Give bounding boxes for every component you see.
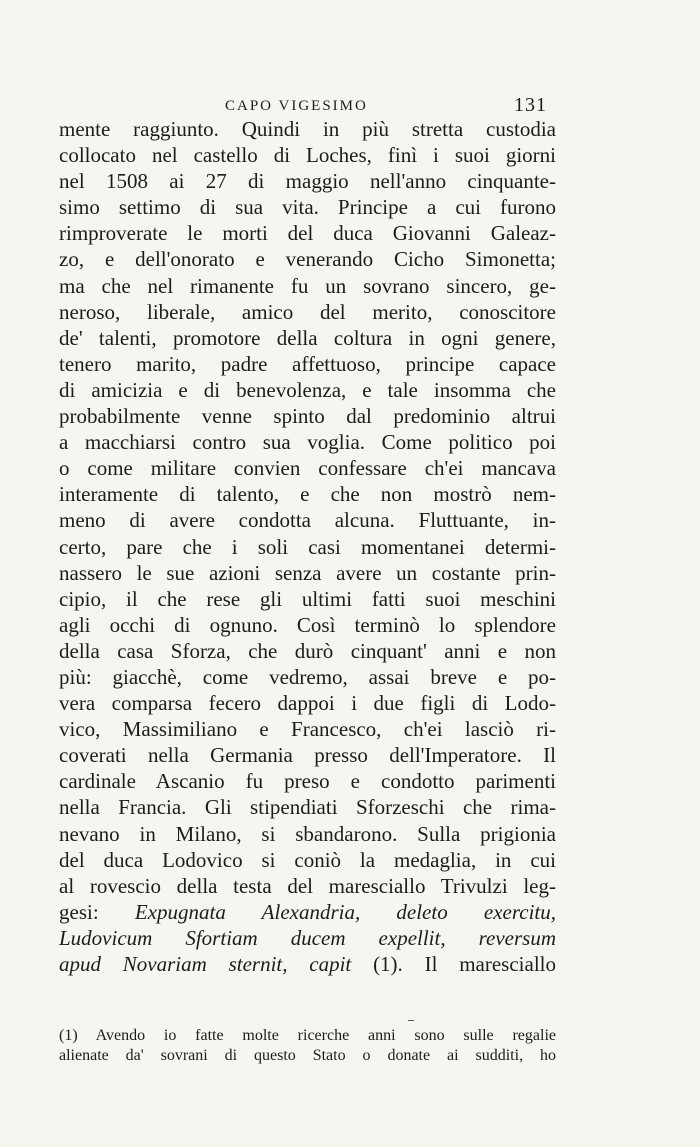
text-line: cardinale Ascanio fu preso e condotto parimenti: [59, 769, 556, 794]
text-line: ma che nel rimanente fu un sovrano sincero, ge-: [59, 273, 556, 298]
text-line: interamente di talento, e che non mostrò nem-: [59, 482, 556, 507]
text-line: coverati nella Germania presso dell'Imperatore. Il: [59, 743, 556, 768]
body-text: [59, 116, 556, 977]
text-line: [59, 951, 556, 977]
text-line: nel 1508 ai 27 di maggio nell'anno cinquante-: [59, 169, 556, 194]
text-line: nella Francia. Gli stipendiati Sforzeschi che rima-: [59, 795, 556, 820]
text-line: probabilmente venne spinto dal predominio altrui: [59, 404, 556, 429]
text-line: rimproverate le morti del duca Giovanni Galeaz-: [59, 221, 556, 246]
text-line: zo, e dell'onorato e venerando Cicho Simonetta;: [59, 247, 556, 272]
footnote-separator: [408, 1020, 414, 1021]
text-line: mente raggiunto. Quindi in più stretta custodia: [59, 117, 556, 141]
text-line: più: giacchè, come vedremo, assai breve e po-: [59, 664, 556, 689]
footnote-line: alienate da' sovrani di questo Stato o donate ai sudditi, ho: [59, 1047, 556, 1064]
text-line: vera comparsa fecero dappoi i due figli di Lodo-: [59, 691, 556, 716]
text-line: certo, pare che i soli casi momentanei determi-: [59, 534, 556, 559]
footnotes: [59, 1026, 556, 1066]
text-line: [59, 899, 556, 925]
latin-inscription-1: Expugnata Alexandria, deleto exercitu,: [134, 899, 556, 924]
text-line: della casa Sforza, che durò cinquant' anni e non: [59, 638, 556, 663]
latin-inscription-2: Ludovicum Sfortiam ducem expellit, reversum: [59, 925, 556, 950]
page-number: 131: [514, 94, 547, 116]
text-line: vico, Massimiliano e Francesco, ch'ei lasciò ri-: [59, 717, 556, 742]
text-line: nassero le sue azioni senza avere un costante prin-: [59, 560, 556, 585]
text-line: simo settimo di sua vita. Principe a cui furono: [59, 195, 556, 220]
text-fragment: gesi:: [59, 899, 135, 924]
text-line: a macchiarsi contro sua voglia. Come politico poi: [59, 430, 556, 455]
text-line: nevano in Milano, si sbandarono. Sulla prigionia: [59, 821, 556, 846]
footnote-line: (1) Avendo io fatte molte ricerche anni sono sulle regalie: [59, 1027, 556, 1044]
text-line: di amicizia e di benevolenza, e tale insomma che: [59, 377, 556, 402]
text-line: meno di avere condotta alcuna. Fluttuante, in-: [59, 508, 556, 533]
running-title: CAPO VIGESIMO: [225, 98, 368, 114]
text-line: al rovescio della testa del maresciallo Trivulzi leg-: [59, 873, 556, 898]
text-line: tenero marito, padre affettuoso, principe capace: [59, 351, 556, 376]
text-line: collocato nel castello di Loches, finì i suoi giorni: [59, 143, 556, 168]
text-line: agli occhi di ognuno. Così terminò lo splendore: [59, 612, 556, 637]
text-line: de' talenti, promotore della coltura in ogni genere,: [59, 325, 556, 350]
text-line: cipio, il che rese gli ultimi fatti suoi meschini: [59, 586, 556, 611]
text-fragment: (1). Il maresciallo: [351, 952, 556, 976]
text-line: neroso, liberale, amico del merito, conoscitore: [59, 299, 556, 324]
text-line: o come militare convien confessare ch'ei mancava: [59, 456, 556, 481]
latin-inscription-3: apud Novariam sternit, capit: [59, 952, 352, 976]
text-line: del duca Lodovico si coniò la medaglia, in cui: [59, 847, 556, 872]
